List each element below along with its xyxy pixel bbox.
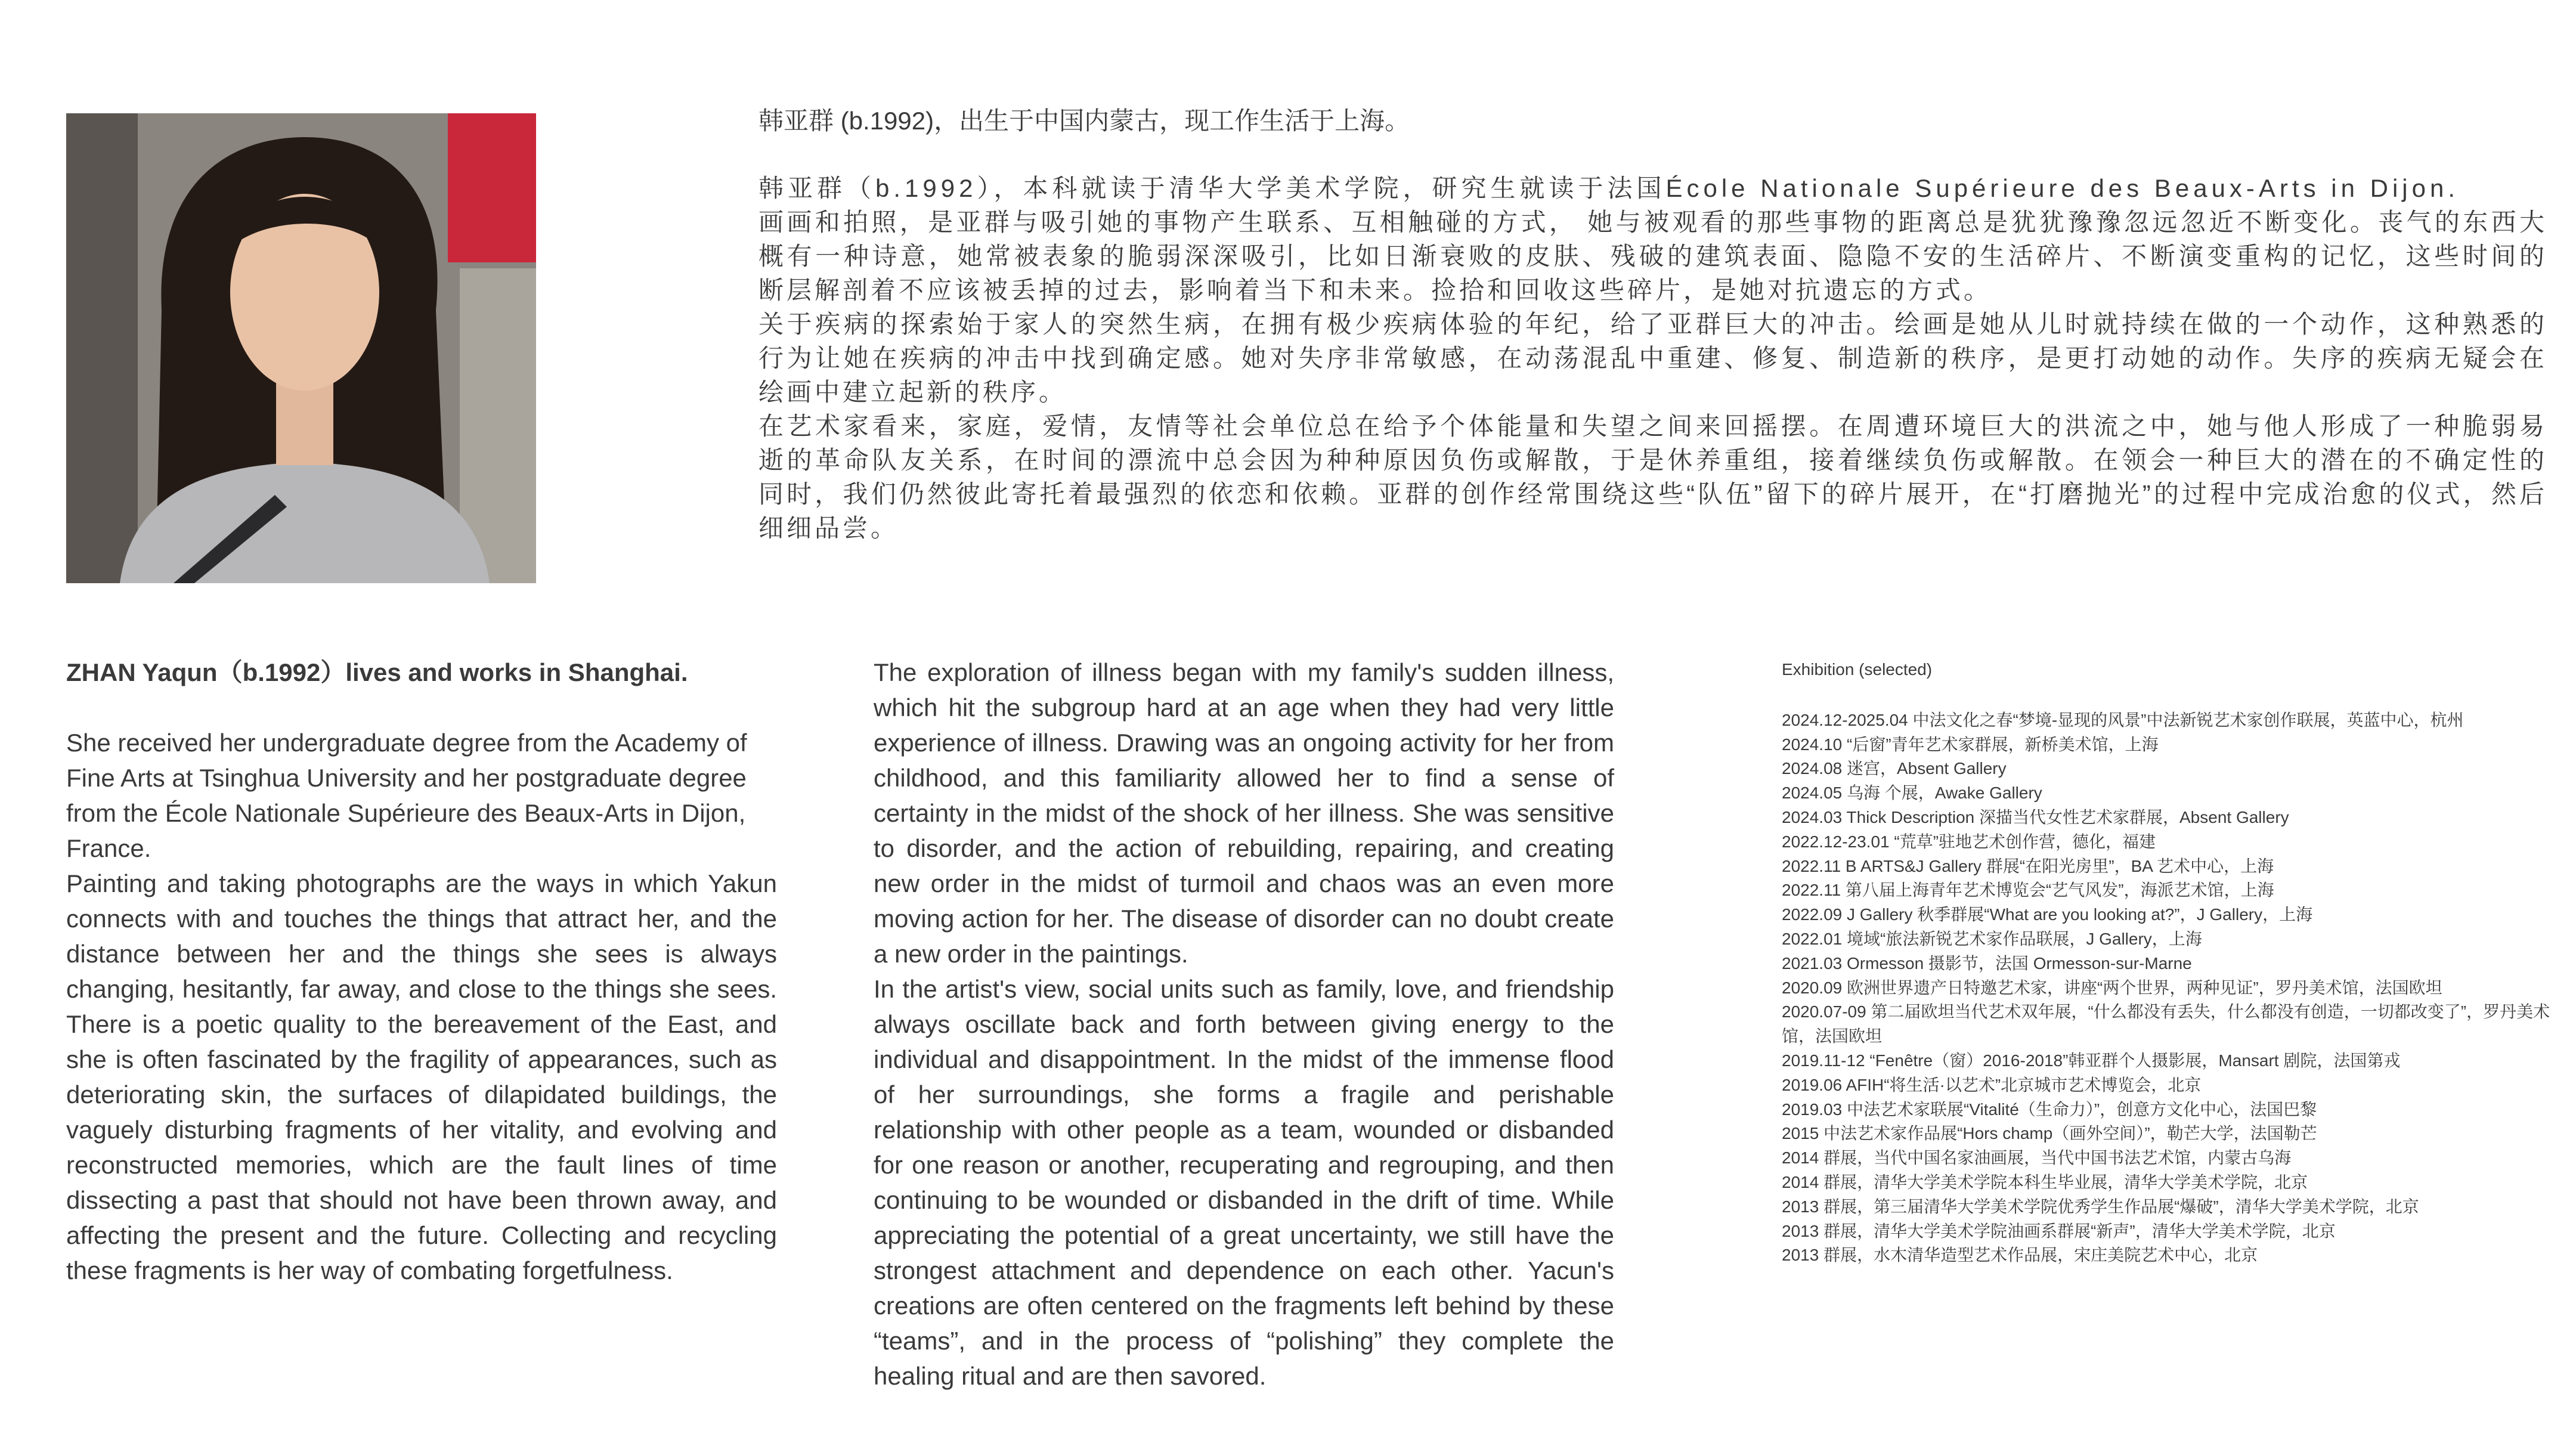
english-bio-column-1 — [66, 655, 777, 1288]
chinese-paragraph: 画画和拍照，是亚群与吸引她的事物产生联系、互相触碰的方式， 她与被观看的那些事物的距离总是犹犹豫豫忽远忽近不断变化。丧气的东西大概有一种诗意，她常被表象的脆弱深深吸引，比如日渐衰败的皮肤、残破的建筑表面、隐隐不安的生活碎片、不断演变重构的记忆，这些时间的断层解剖着不应该被丢掉的过去，影响着当下和未来。捡拾和回收这些碎片，是她对抗遗忘的方式。 — [758, 208, 2547, 304]
exhibition-title: Exhibition (selected) — [1782, 660, 1933, 679]
english-paragraph: In the artist's view, social units such as family, love, and friendship always oscillate back and forth between giving energy to the individual and disappointment. In the midst of the immense flood of her surroundings, she forms a fragile and perishable relationship with other people as a team, wounded or disbanded for one reason or another, recuperating and regrouping, and then continuing to be wounded or disbanded in the drift of time. While appreciating the potential of a great uncertainty, we still have the strongest attachment and dependence on each other. Yacun's creations are often centered on the fragments left behind by these “teams”, and in the process of “polishing” they complete the healing ritual and are then savored. — [874, 975, 1614, 1390]
exhibition-item: 2022.12-23.01 “荒草”驻地艺术创作营，德化，福建 — [1782, 832, 2156, 851]
exhibition-item: 2021.03 Ormesson 摄影节，法国 Ormesson-sur-Marne — [1782, 953, 2192, 973]
exhibition-item: 2024.08 迷宫，Absent Gallery — [1782, 759, 2007, 778]
chinese-lead: 韩亚群 (b.1992)，出生于中国内蒙古，现工作生活于上海。 — [758, 107, 1410, 135]
chinese-paragraph: 关于疾病的探索始于家人的突然生病，在拥有极少疾病体验的年纪，给了亚群巨大的冲击。绘画是她从儿时就持续在做的一个动作，这种熟悉的行为让她在疾病的冲击中找到确定感。她对失序非常敏感，在动荡混乱中重建、修复、制造新的秩序，是更打动她的动作。失序的疾病无疑会在绘画中建立起新的秩序。 — [758, 310, 2547, 406]
exhibition-item: 2022.11 B ARTS&J Gallery 群展“在阳光房里”，BA 艺术中心，上海 — [1782, 856, 2274, 875]
exhibition-item: 2013 群展，水木清华造型艺术作品展，宋庄美院艺术中心，北京 — [1782, 1246, 2258, 1265]
portrait-photo — [66, 113, 536, 583]
exhibition-item: 2014 群展，当代中国名家油画展，当代中国书法艺术馆，内蒙古乌海 — [1782, 1148, 2292, 1168]
exhibition-item: 2022.01 境域“旅法新锐艺术家作品联展，J Gallery，上海 — [1782, 929, 2202, 948]
exhibition-item: 2019.03 中法艺术家联展“Vitalité（生命力）”，创意方文化中心，法国巴黎 — [1782, 1100, 2317, 1119]
english-heading: ZHAN Yaqun（b.1992）lives and works in Shanghai. — [66, 658, 688, 686]
exhibition-item: 2024.10 “后窗”青年艺术家群展，新桥美术馆，上海 — [1782, 735, 2159, 754]
exhibition-item: 2022.09 J Gallery 秋季群展“What are you looking at?”，J Gallery，上海 — [1782, 905, 2313, 924]
chinese-paragraph: 韩亚群（b.1992），本科就读于清华大学美术学院，研究生就读于法国École Nationale Supérieure des Beaux-Arts in Dijon. — [758, 174, 2459, 202]
exhibition-item: 2015 中法艺术家作品展“Hors champ（画外空间）”，勒芒大学，法国勒芒 — [1782, 1124, 2317, 1143]
english-paragraph: The exploration of illness began with my family's sudden illness, which hit the subgroup hard at an age when they had very little experience of illness. Drawing was an ongoing activity for her from childhood, and this familiarity allowed her to find a sense of certainty in the midst of the shock of her illness. She was sensitive to disorder, and the action of rebuilding, repairing, and creating new order in the midst of turmoil and chaos was an even more moving action for her. The disease of disorder can no doubt create a new order in the paintings. — [874, 658, 1614, 968]
exhibition-item: 2020.07-09 第二届欧坦当代艺术双年展，“什么都没有丢失，什么都没有创造，一切都改变了”，罗丹美术馆，法国欧坦 — [1782, 1002, 2550, 1046]
exhibition-item: 2014 群展，清华大学美术学院本科生毕业展，清华大学美术学院，北京 — [1782, 1172, 2308, 1191]
english-paragraph: She received her undergraduate degree from the Academy of Fine Arts at Tsinghua University and her postgraduate degree from the École Nationale Supérieure des Beaux-Arts in Dijon, France. — [66, 729, 747, 862]
exhibition-item: 2019.06 AFIH“将生活·以艺术”北京城市艺术博览会，北京 — [1782, 1075, 2202, 1094]
exhibition-item: 2013 群展，清华大学美术学院油画系群展“新声”，清华大学美术学院，北京 — [1782, 1221, 2336, 1240]
exhibition-item: 2013 群展，第三届清华大学美术学院优秀学生作品展“爆破”，清华大学美术学院，北京 — [1782, 1197, 2419, 1216]
artist-portrait — [66, 113, 536, 583]
exhibition-item: 2024.12-2025.04 中法文化之春“梦境-显现的风景”中法新锐艺术家创作联展，英蓝中心，杭州 — [1782, 710, 2464, 729]
exhibition-item: 2019.11-12 “Fenêtre（窗）2016-2018”韩亚群个人摄影展，Mansart 剧院，法国第戎 — [1782, 1051, 2401, 1070]
english-bio-column-2 — [874, 655, 1614, 1394]
exhibition-item: 2022.11 第八届上海青年艺术博览会“艺气风发”，海派艺术馆，上海 — [1782, 881, 2274, 900]
exhibition-item: 2024.03 Thick Description 深描当代女性艺术家群展，Absent Gallery — [1782, 807, 2289, 826]
exhibition-item: 2020.09 欧洲世界遗产日特邀艺术家，讲座“两个世界，两种见证”，罗丹美术馆，法国欧坦 — [1782, 978, 2442, 997]
english-paragraph: Painting and taking photographs are the ways in which Yakun connects with and touches the things that attract her, and the distance between her and the things she sees is always changing, hesitantly, far away, and close to the things she sees. There is a poetic quality to the bereavement of the East, and she is often fascinated by the fragility of appearances, such as deteriorating skin, the surfaces of dilapidated buildings, the vaguely disturbing fragments of her vitality, and evolving and reconstructed memories, which are the fault lines of time dissecting a past that should not have been thrown away, and affecting the present and the future. Collecting and recycling these fragments is her way of combating forgetfulness. — [66, 869, 777, 1284]
exhibition-items — [1782, 708, 2557, 1268]
chinese-paragraph: 在艺术家看来，家庭，爱情，友情等社会单位总在给予个体能量和失望之间来回摇摆。在周遭环境巨大的洪流之中，她与他人形成了一种脆弱易逝的革命队友关系，在时间的漂流中总会因为种种原因负伤或解散，于是休养重组，接着继续负伤或解散。在领会一种巨大的潜在的不确定性的同时，我们仍然彼此寄托着最强烈的依恋和依赖。亚群的创作经常围绕这些“队伍”留下的碎片展开，在“打磨抛光”的过程中完成治愈的仪式，然后细细品尝。 — [758, 412, 2547, 542]
exhibition-list — [1782, 658, 2557, 1268]
exhibition-item: 2024.05 乌海 个展，Awake Gallery — [1782, 784, 2042, 803]
chinese-bio — [758, 104, 2547, 545]
